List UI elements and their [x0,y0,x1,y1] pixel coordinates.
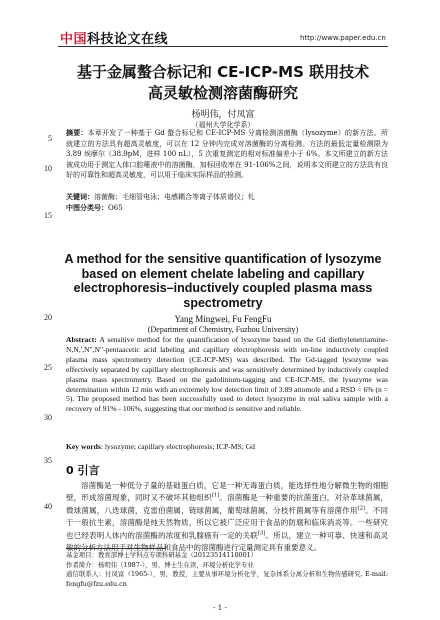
line-number: 30 [44,413,52,422]
citation-ref[interactable]: [2] [357,505,365,512]
line-number: 5 [48,134,52,143]
chinese-abstract-label: 摘要： [66,129,88,137]
intro-text: 。所以，建立一种可靠、快速和高灵敏的分析方法用于对生物样品和食品中的溶菌酶进行定量测定具有重要意义。 [66,530,389,553]
footnote-rule [66,548,166,549]
chinese-title-line: 基于金属螯合标记和 CE-ICP-MS 联用技术 [76,63,370,81]
intro-text: 溶菌酶是一种低分子量的基础蛋白质，它是一种无毒蛋白质，能选择性地分解微生物的细胞壁，形成溶菌现象，同时又不破坏其他组织 [66,481,388,503]
line-number: 25 [44,363,52,372]
chinese-classification [66,203,388,214]
chinese-keywords [66,192,388,203]
chinese-abstract [66,128,388,181]
english-keywords-text: : lysozyme; capillary electrophoresis; ICP-MS; Gd [100,442,255,451]
intro-text: 。溶菌酶是一种重要的抗菌蛋白，对杂革球菌属，微球菌属，八迭球菌，克雷伯菌属，链球菌属，葡萄球菌属，分枝杆菌属等有溶菌作用 [66,493,389,515]
chinese-title-line: 高灵敏检测溶菌酶研究 [147,84,298,102]
footnote-fund: 基金项目：教育部博士学科点专项科研基金（20123514110001） [66,551,258,559]
english-title: A method for the sensitive quantification of lysozyme based on element chelate labeling and capillary electrophoresis–inductively coupled plasma mass spectrometry [64,252,382,311]
logo-prefix: 中国 [60,32,88,47]
english-abstract-label: Abstract: [66,335,97,344]
chinese-title [58,62,388,104]
footnote-contact: 通信联系人：付凤富（1965-），男，教授，主要从事环境分析化学，复杂体系分离分析和生物传感研究. E-mail: fengfu@fzu.edu.cn [66,570,388,588]
chinese-classification-code: O65 [108,204,123,212]
chinese-keywords-label: 关键词： [66,193,94,201]
citation-ref[interactable]: [1] [211,492,220,499]
intro-text: 。不同于一般抗生素，溶菌酶是纯天然物质，所以它被广泛应用于食品的防腐和临床消炎等。一些研究也已经表明人体内的溶菌酶的浓度和乳腺癌有一定的关联 [66,505,389,540]
line-number: 40 [44,502,52,511]
footnote-author-bio: 作者简介：杨明伟（1987-），男，博士生在读，环境分析化学专业 [66,560,254,569]
site-url[interactable]: http://www.paper.edu.cn [300,34,386,42]
page-number: - 1 - [213,604,227,612]
logo-main: 科技论文在线 [87,32,169,47]
english-affiliation: (Department of Chemistry, Fuzhou University) [147,325,299,334]
line-number: 35 [44,456,52,465]
line-number: 10 [44,164,52,173]
english-authors: Yang Mingwei, Fu FengFu [174,314,272,324]
section-heading: 0 引言 [66,464,100,477]
line-number: 15 [44,211,52,220]
site-logo [60,28,168,47]
chinese-abstract-text: 本章开发了一种基于 Gd 螯合标记和 CE-ICP-MS 分离检测溶菌酶（lysozyme）的新方法。所就建立的方法具有超高灵敏度，可以在 12 分钟内完成对溶菌酶的分离检测。方法的最低定量检测限为 3.89 埃摩尔（38.9pM，进样 100 nL），5 次重复测定的相对标准偏差小于 6%。本文所建立的新方法被成功用于测定人体口腔唾液中的溶菌酶，加标回收率在 91-106%之间，说明本文所建立的方法具有良好的可靠性和超高灵敏度，可以用于临床实际样品的检测。 [66,129,388,180]
header-rule [58,46,388,47]
chinese-classification-label: 中图分类号： [66,204,108,212]
chinese-affiliation: （福州大学化学系） [191,121,255,129]
citation-ref[interactable]: [3] [257,530,266,537]
english-keywords-label: Key words [66,442,101,451]
chinese-authors: 杨明伟，付凤富 [191,110,255,120]
chinese-keywords-text: 溶菌酶；毛细管电泳；电感耦合等离子体质谱仪；钆 [94,193,255,201]
english-abstract-text: A sensitive method for the quantification of lysozyme based on the Gd diethylenetriamine-N,N,',N",N"-pentaacetic acid labeling and capillary electrophoresis with on-line inductively coupled plasma mass spectrometry detection (CE-ICP-MS) was described. The Gd-tagged lysozyme was effectively separated by capillary electrophoresis and was sensitively determined by inductively coupled plasma mass spectrometry. Based on the gadolinium-tagging and CE-ICP-MS, the lysozyme was determination within 12 min with an extremely low detection limit of 3.89 attomole and a RSD < 6% (n = 5). The proposed method has been successfully used to detect lysozyme in real saliva sample with a recovery of 91% - 106%, suggesting that our method is sensitive and reliable. [66,335,388,414]
line-number: 20 [44,313,52,322]
footnotes [66,551,388,589]
english-keywords [66,442,388,453]
english-abstract [66,335,388,414]
introduction-paragraph [66,480,388,554]
